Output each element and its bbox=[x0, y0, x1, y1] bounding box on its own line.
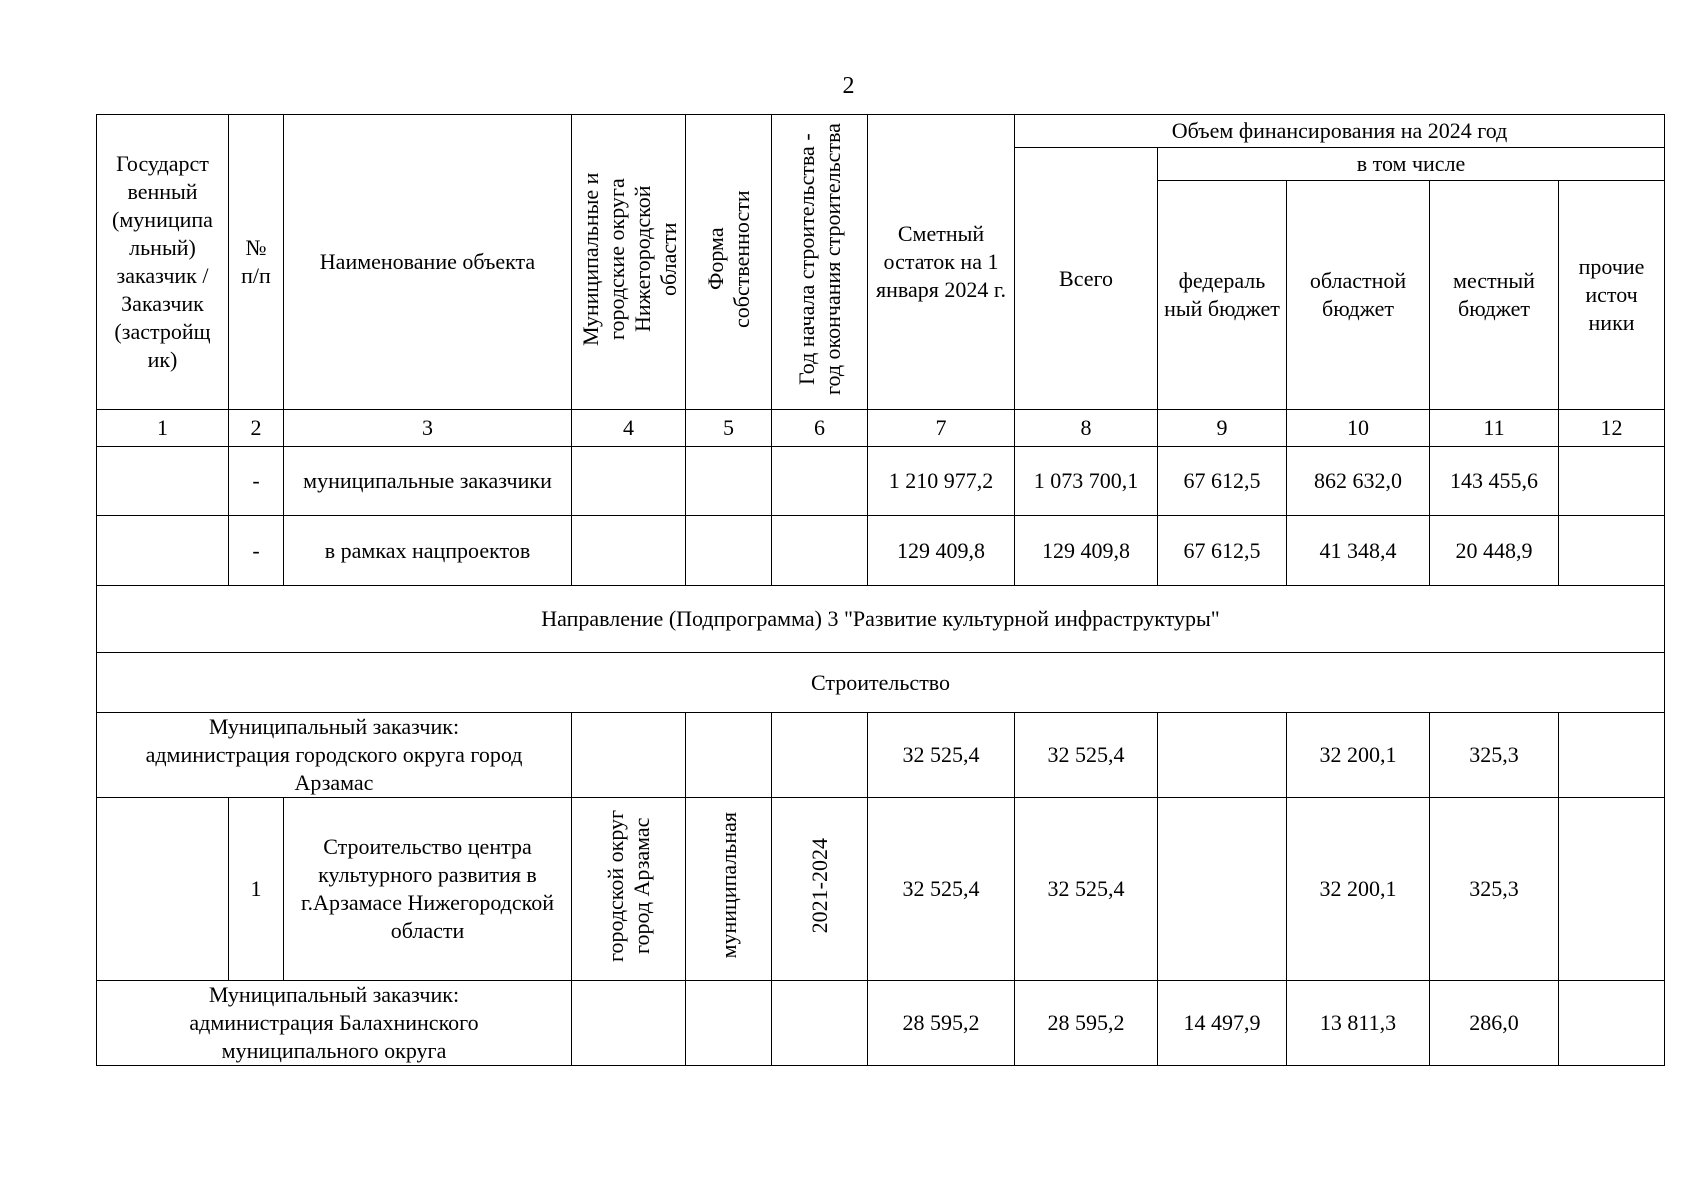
table-row bbox=[97, 447, 1665, 516]
cell-municipality bbox=[572, 713, 686, 798]
cell-regional: 32 200,1 bbox=[1287, 713, 1430, 798]
cell-local: 143 455,6 bbox=[1430, 447, 1559, 516]
cell-customer-name: Муниципальный заказчик: администрация Балахнинского муниципального округа bbox=[97, 981, 572, 1066]
header-ownership-text: Форма собственности bbox=[702, 189, 754, 328]
header-other: прочие источ ники bbox=[1559, 181, 1665, 410]
header-local: местный бюджет bbox=[1430, 181, 1559, 410]
col-num: 10 bbox=[1287, 410, 1430, 447]
col-num: 8 bbox=[1015, 410, 1158, 447]
cell-years bbox=[772, 516, 868, 586]
cell-municipality bbox=[572, 447, 686, 516]
cell-total: 129 409,8 bbox=[1015, 516, 1158, 586]
table-row-customer-arzamas bbox=[97, 713, 1665, 798]
cell-other bbox=[1559, 447, 1665, 516]
cell-ownership bbox=[686, 516, 772, 586]
header-object-name: Наименование объекта bbox=[284, 115, 572, 410]
cell-other bbox=[1559, 798, 1665, 981]
cell-total: 28 595,2 bbox=[1015, 981, 1158, 1066]
header-row-1 bbox=[97, 115, 1665, 148]
cell-total: 1 073 700,1 bbox=[1015, 447, 1158, 516]
col-num: 5 bbox=[686, 410, 772, 447]
cell-estimate: 28 595,2 bbox=[868, 981, 1015, 1066]
col-num: 1 bbox=[97, 410, 229, 447]
cell-ownership bbox=[686, 798, 772, 981]
header-customer: Государст венный (муниципа льный) заказчик / Заказчик (застройщ ик) bbox=[97, 115, 229, 410]
col-num: 2 bbox=[229, 410, 284, 447]
table-row-object-1 bbox=[97, 798, 1665, 981]
cell-other bbox=[1559, 516, 1665, 586]
header-including: в том числе bbox=[1158, 148, 1665, 181]
cell-name: Строительство центра культурного развития в г.Арзамасе Нижегородской области bbox=[284, 798, 572, 981]
section-row-construction bbox=[97, 653, 1665, 713]
cell-customer bbox=[97, 447, 229, 516]
cell-estimate: 1 210 977,2 bbox=[868, 447, 1015, 516]
table-row-customer-balakhna bbox=[97, 981, 1665, 1066]
col-num: 4 bbox=[572, 410, 686, 447]
cell-estimate: 32 525,4 bbox=[868, 798, 1015, 981]
header-financing: Объем финансирования на 2024 год bbox=[1015, 115, 1665, 148]
cell-total: 32 525,4 bbox=[1015, 798, 1158, 981]
header-federal: федераль ный бюджет bbox=[1158, 181, 1287, 410]
cell-total: 32 525,4 bbox=[1015, 713, 1158, 798]
cell-municipality bbox=[572, 981, 686, 1066]
page-number: 2 bbox=[842, 73, 855, 99]
section-row-direction bbox=[97, 586, 1665, 653]
cell-years-text: 2021-2024 bbox=[806, 837, 832, 934]
cell-estimate: 129 409,8 bbox=[868, 516, 1015, 586]
cell-federal bbox=[1158, 713, 1287, 798]
col-num: 11 bbox=[1430, 410, 1559, 447]
header-years bbox=[772, 115, 868, 410]
cell-num: 1 bbox=[229, 798, 284, 981]
cell-local: 325,3 bbox=[1430, 713, 1559, 798]
cell-years bbox=[772, 713, 868, 798]
cell-federal bbox=[1158, 798, 1287, 981]
cell-years bbox=[772, 798, 868, 981]
cell-ownership bbox=[686, 981, 772, 1066]
cell-customer bbox=[97, 516, 229, 586]
cell-years bbox=[772, 447, 868, 516]
cell-federal: 67 612,5 bbox=[1158, 516, 1287, 586]
header-ownership bbox=[686, 115, 772, 410]
cell-regional: 13 811,3 bbox=[1287, 981, 1430, 1066]
cell-local: 286,0 bbox=[1430, 981, 1559, 1066]
col-num: 6 bbox=[772, 410, 868, 447]
cell-customer bbox=[97, 798, 229, 981]
cell-name: муниципальные заказчики bbox=[284, 447, 572, 516]
cell-regional: 862 632,0 bbox=[1287, 447, 1430, 516]
cell-ownership-text: муниципальная bbox=[715, 812, 741, 959]
header-total: Всего bbox=[1015, 148, 1158, 410]
cell-regional: 32 200,1 bbox=[1287, 798, 1430, 981]
col-num: 7 bbox=[868, 410, 1015, 447]
section-construction-title: Строительство bbox=[97, 653, 1665, 713]
cell-other bbox=[1559, 713, 1665, 798]
cell-municipality bbox=[572, 516, 686, 586]
col-num: 3 bbox=[284, 410, 572, 447]
col-num: 12 bbox=[1559, 410, 1665, 447]
financing-table bbox=[96, 114, 1665, 1066]
cell-regional: 41 348,4 bbox=[1287, 516, 1430, 586]
cell-other bbox=[1559, 981, 1665, 1066]
section-direction-title: Направление (Подпрограмма) 3 "Развитие культурной инфраструктуры" bbox=[97, 586, 1665, 653]
header-estimate: Сметный остаток на 1 января 2024 г. bbox=[868, 115, 1015, 410]
cell-local: 20 448,9 bbox=[1430, 516, 1559, 586]
cell-name: в рамках нацпроектов bbox=[284, 516, 572, 586]
cell-years bbox=[772, 981, 868, 1066]
cell-num: - bbox=[229, 447, 284, 516]
cell-local: 325,3 bbox=[1430, 798, 1559, 981]
table-row bbox=[97, 516, 1665, 586]
cell-num: - bbox=[229, 516, 284, 586]
header-num: № п/п bbox=[229, 115, 284, 410]
header-municipalities-text: Муниципальные и городские округа Нижегородской области bbox=[578, 171, 681, 346]
cell-ownership bbox=[686, 713, 772, 798]
cell-ownership bbox=[686, 447, 772, 516]
cell-municipality bbox=[572, 798, 686, 981]
header-years-text: Год начала строительства - год окончания строительства bbox=[793, 122, 845, 395]
col-num: 9 bbox=[1158, 410, 1287, 447]
header-municipalities bbox=[572, 115, 686, 410]
cell-customer-name: Муниципальный заказчик: администрация городского округа город Арзамас bbox=[97, 713, 572, 798]
column-numbers-row bbox=[97, 410, 1665, 447]
header-regional: областной бюджет bbox=[1287, 181, 1430, 410]
cell-estimate: 32 525,4 bbox=[868, 713, 1015, 798]
cell-federal: 67 612,5 bbox=[1158, 447, 1287, 516]
cell-municipality-text: городской округ город Арзамас bbox=[602, 809, 654, 962]
cell-federal: 14 497,9 bbox=[1158, 981, 1287, 1066]
